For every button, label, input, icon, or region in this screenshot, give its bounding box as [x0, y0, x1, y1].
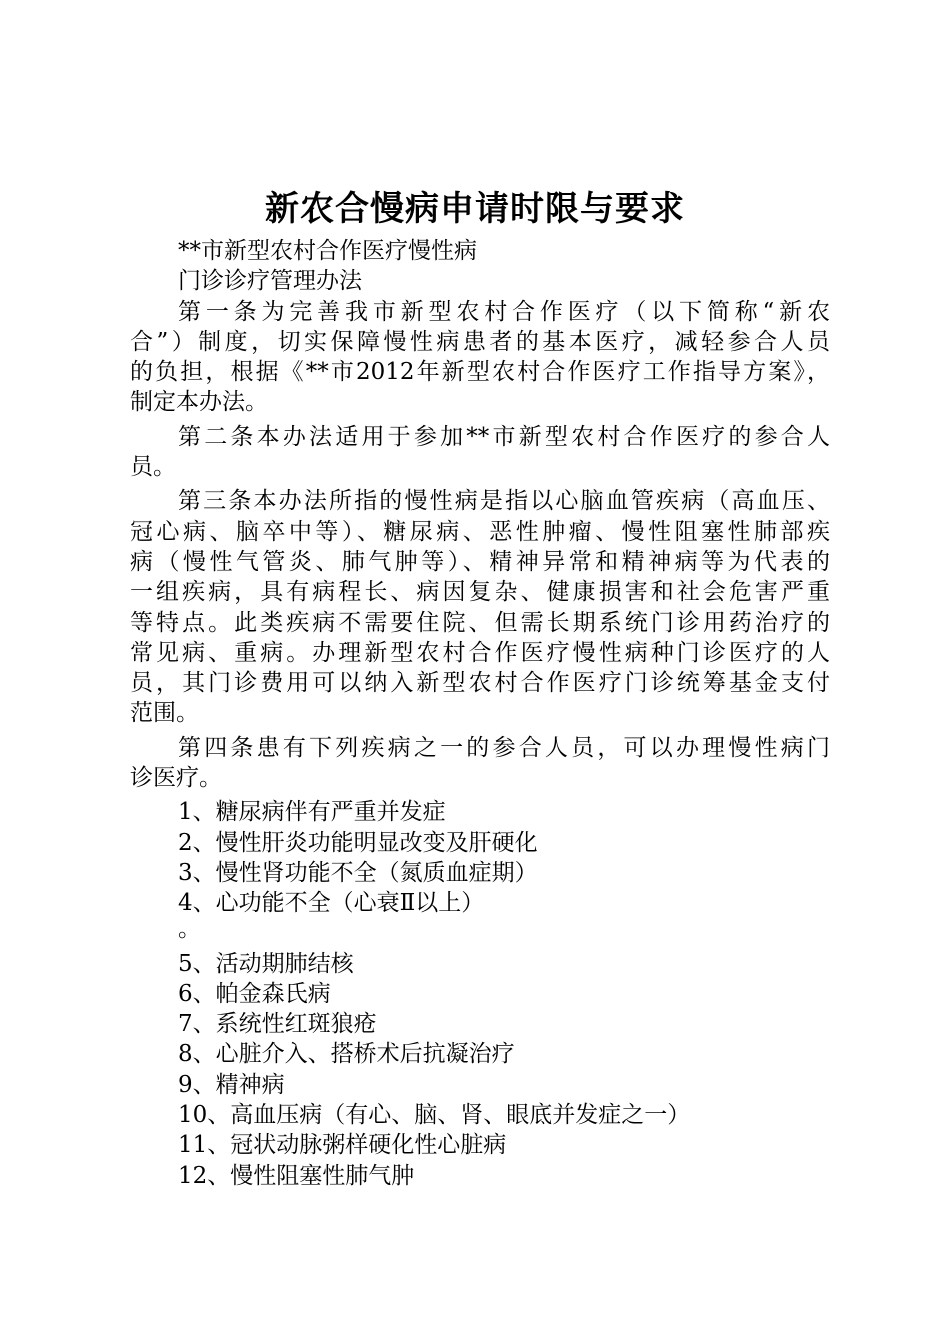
list-item: 。	[178, 915, 201, 942]
list-item: 10、高血压病（有心、脑、肾、眼底并发症之一）	[178, 1102, 691, 1129]
list-item: 3、慢性肾功能不全（氮质血症期）	[178, 859, 538, 886]
disease-list-b	[130, 949, 830, 1191]
paragraph-line: 冠心病、脑卒中等）、糖尿病、恶性肿瘤、慢性阻塞性肺部疾	[130, 518, 830, 545]
heading-line: 门诊诊疗管理办法	[178, 268, 362, 295]
paragraph-line: 合”）制度，切实保障慢性病患者的基本医疗，减轻参合人员	[130, 328, 830, 355]
paragraph-line: 员，其门诊费用可以纳入新型农村合作医疗门诊统筹基金支付	[130, 670, 830, 697]
paragraph-line: 制定本办法。	[130, 389, 268, 416]
list-item: 9、精神病	[178, 1071, 285, 1098]
heading-line: **市新型农村合作医疗慢性病	[178, 238, 477, 264]
paragraph-line: 范围。	[130, 700, 199, 727]
paragraph-line: 员。	[130, 454, 176, 481]
article-2	[130, 422, 830, 483]
paragraph-line: 第一条为完善我市新型农村合作医疗（以下简称“新农	[178, 298, 830, 325]
article-4	[130, 733, 830, 794]
paragraph-line: 第二条本办法适用于参加**市新型农村合作医疗的参合人	[178, 423, 830, 450]
list-item: 1、糖尿病伴有严重并发症	[178, 799, 446, 826]
list-item: 7、系统性红斑狼疮	[178, 1011, 377, 1038]
article-1	[130, 297, 830, 418]
paragraph-line: 病（慢性气管炎、肺气肿等）、精神异常和精神病等为代表的	[130, 548, 830, 575]
disease-list-a	[130, 797, 830, 942]
list-item: 12、慢性阻塞性肺气肿	[178, 1162, 415, 1189]
list-item: 5、活动期肺结核	[178, 950, 354, 977]
paragraph-line: 第三条本办法所指的慢性病是指以心脑血管疾病（高血压、	[178, 488, 830, 515]
paragraph-line: 第四条患有下列疾病之一的参合人员，可以办理慢性病门	[178, 734, 830, 761]
list-item: 4、心功能不全（心衰Ⅱ以上）	[178, 890, 485, 917]
paragraph-line: 常见病、重病。办理新型农村合作医疗慢性病种门诊医疗的人	[130, 639, 830, 666]
document-body	[130, 236, 830, 1191]
paragraph-line: 诊医疗。	[130, 765, 222, 792]
paragraph-line: 等特点。此类疾病不需要住院、但需长期系统门诊用药治疗的	[130, 609, 830, 636]
list-item: 11、冠状动脉粥样硬化性心脏病	[178, 1132, 507, 1159]
list-item: 2、慢性肝炎功能明显改变及肝硬化	[178, 829, 538, 856]
list-item: 8、心脏介入、搭桥术后抗凝治疗	[178, 1041, 515, 1068]
document-title: 新农合慢病申请时限与要求	[265, 189, 685, 229]
article-3	[130, 486, 830, 728]
paragraph-line: 的负担，根据《**市2012年新型农村合作医疗工作指导方案》，	[130, 359, 830, 386]
paragraph-line: 一组疾病，具有病程长、病因复杂、健康损害和社会危害严重	[130, 579, 830, 606]
list-item: 6、帕金森氏病	[178, 980, 331, 1007]
